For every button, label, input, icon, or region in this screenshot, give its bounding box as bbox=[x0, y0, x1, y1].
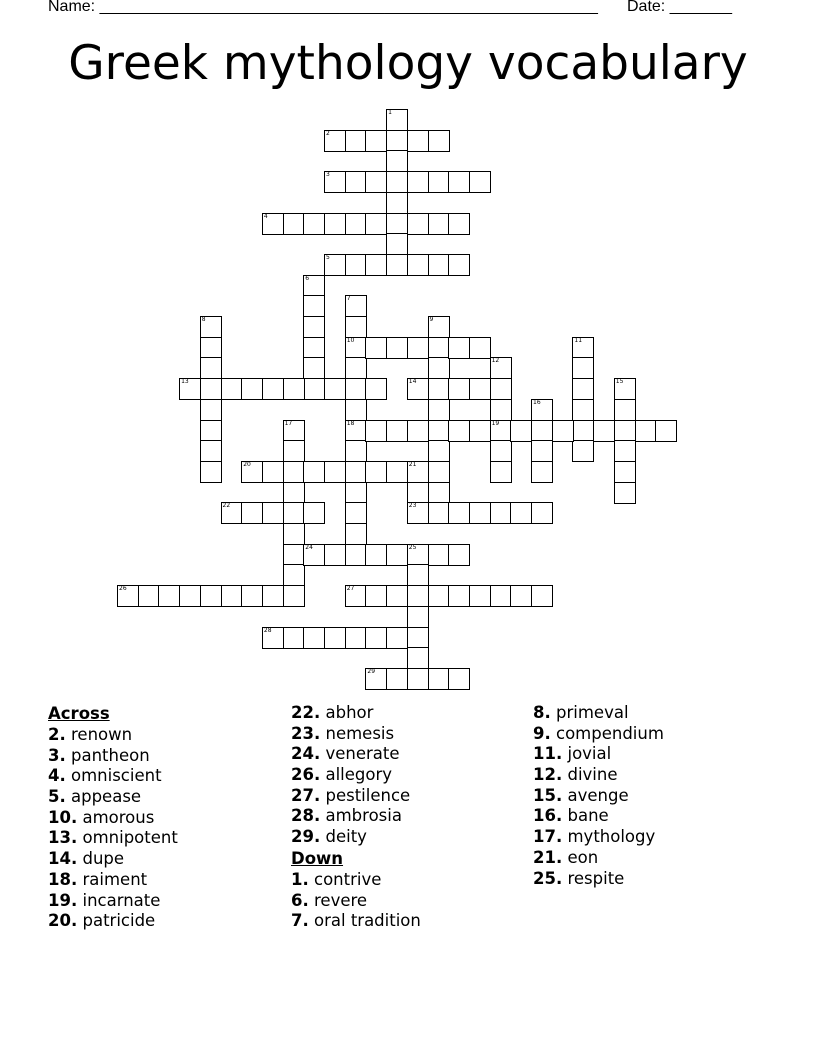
crossword-cell[interactable] bbox=[407, 544, 429, 566]
crossword-cell[interactable] bbox=[179, 378, 201, 400]
clue-across-5: 5. appease bbox=[48, 787, 142, 807]
cell-number: 10 bbox=[346, 336, 355, 344]
crossword-cell[interactable] bbox=[345, 213, 367, 235]
crossword-cell[interactable] bbox=[448, 502, 470, 524]
crossword-cell[interactable] bbox=[428, 337, 450, 359]
crossword-cell[interactable] bbox=[531, 461, 553, 483]
cell-number: 16 bbox=[533, 398, 541, 406]
cell-number: 28 bbox=[263, 626, 272, 634]
crossword-cell[interactable] bbox=[324, 378, 346, 400]
crossword-cell[interactable] bbox=[531, 585, 553, 607]
crossword-cell[interactable] bbox=[200, 420, 222, 442]
crossword-cell[interactable] bbox=[262, 627, 284, 649]
crossword-cell[interactable] bbox=[365, 171, 387, 193]
cell-number: 27 bbox=[346, 585, 355, 593]
crossword-cell[interactable] bbox=[572, 420, 594, 442]
clue-across-18: 18. raiment bbox=[48, 869, 148, 889]
crossword-cell[interactable] bbox=[531, 440, 553, 462]
crossword-cell[interactable] bbox=[200, 357, 222, 379]
crossword-cell[interactable] bbox=[490, 461, 512, 483]
crossword-cell[interactable] bbox=[345, 420, 367, 442]
clue-column-2 bbox=[291, 703, 421, 932]
crossword-cell[interactable] bbox=[200, 461, 222, 483]
crossword-cell[interactable] bbox=[386, 461, 408, 483]
crossword-cell[interactable] bbox=[469, 337, 491, 359]
crossword-cell[interactable] bbox=[407, 213, 429, 235]
crossword-cell[interactable] bbox=[655, 420, 677, 442]
cell-number: 26 bbox=[119, 585, 127, 593]
crossword-cell[interactable] bbox=[283, 502, 305, 524]
cell-number: 23 bbox=[408, 502, 417, 510]
cell-number: 15 bbox=[615, 378, 624, 386]
cell-number: 25 bbox=[408, 543, 417, 551]
crossword-cell[interactable] bbox=[428, 357, 450, 379]
crossword-cell[interactable] bbox=[469, 420, 491, 442]
cell-number: 7 bbox=[346, 295, 351, 303]
crossword-cell[interactable] bbox=[345, 523, 367, 545]
crossword-cell[interactable] bbox=[324, 213, 346, 235]
crossword-cell[interactable] bbox=[428, 254, 450, 276]
crossword-cell[interactable] bbox=[510, 502, 532, 524]
crossword-cell[interactable] bbox=[448, 337, 470, 359]
crossword-cell[interactable] bbox=[490, 502, 512, 524]
crossword-cell[interactable] bbox=[345, 502, 367, 524]
crossword-cell[interactable] bbox=[303, 295, 325, 317]
clue-down-8: 8. primeval bbox=[533, 703, 629, 722]
clue-across-23: 23. nemesis bbox=[291, 723, 395, 743]
crossword-cell[interactable] bbox=[407, 254, 429, 276]
crossword-cell[interactable] bbox=[428, 420, 450, 442]
crossword-cell[interactable] bbox=[490, 585, 512, 607]
clue-across-2: 2. renown bbox=[48, 725, 133, 744]
clue-across-28: 28. ambrosia bbox=[291, 806, 402, 826]
crossword-cell[interactable] bbox=[200, 440, 222, 462]
crossword-cell[interactable] bbox=[614, 399, 636, 421]
crossword-cell[interactable] bbox=[262, 378, 284, 400]
crossword-cell[interactable] bbox=[386, 192, 408, 214]
crossword-cell[interactable] bbox=[614, 440, 636, 462]
clue-across-14: 14. dupe bbox=[48, 849, 125, 869]
crossword-cell[interactable] bbox=[241, 585, 263, 607]
crossword-cell[interactable] bbox=[428, 668, 450, 690]
crossword-cell[interactable] bbox=[407, 502, 429, 524]
crossword-cell[interactable] bbox=[469, 171, 491, 193]
cell-number: 11 bbox=[574, 336, 583, 344]
clue-across-20: 20. patricide bbox=[48, 911, 156, 931]
cell-number: 6 bbox=[305, 274, 310, 282]
crossword-cell[interactable] bbox=[345, 544, 367, 566]
down-heading: Down bbox=[291, 848, 344, 868]
cell-number: 24 bbox=[305, 543, 313, 551]
crossword-cell[interactable] bbox=[448, 544, 470, 566]
cell-number: 9 bbox=[429, 316, 434, 323]
crossword-cell[interactable] bbox=[428, 171, 450, 193]
crossword-cell[interactable] bbox=[345, 378, 367, 400]
clue-down-11: 11. jovial bbox=[533, 744, 612, 764]
clue-across-3: 3. pantheon bbox=[48, 745, 150, 765]
crossword-cell[interactable] bbox=[490, 357, 512, 379]
crossword-cell[interactable] bbox=[428, 316, 450, 338]
crossword-cell[interactable] bbox=[386, 585, 408, 607]
crossword-cell[interactable] bbox=[303, 316, 325, 338]
clue-down-12: 12. divine bbox=[533, 765, 618, 785]
crossword-cell[interactable] bbox=[572, 357, 594, 379]
crossword-cell[interactable] bbox=[200, 378, 222, 400]
crossword-cell[interactable] bbox=[303, 213, 325, 235]
crossword-cell[interactable] bbox=[428, 482, 450, 504]
crossword-cell[interactable] bbox=[407, 564, 429, 586]
crossword-cell[interactable] bbox=[324, 130, 346, 152]
crossword-cell[interactable] bbox=[469, 502, 491, 524]
crossword-cell[interactable] bbox=[552, 420, 574, 442]
crossword-cell[interactable] bbox=[490, 378, 512, 400]
crossword-cell[interactable] bbox=[407, 606, 429, 628]
crossword-cell[interactable] bbox=[614, 420, 636, 442]
crossword-cell[interactable] bbox=[386, 233, 408, 255]
crossword-cell[interactable] bbox=[428, 130, 450, 152]
cell-number: 1 bbox=[388, 109, 392, 116]
cell-number: 2 bbox=[326, 129, 330, 137]
crossword-cell[interactable] bbox=[345, 440, 367, 462]
crossword-cell[interactable] bbox=[365, 544, 387, 566]
crossword-cell[interactable] bbox=[303, 544, 325, 566]
crossword-cell[interactable] bbox=[428, 378, 450, 400]
crossword-cell[interactable] bbox=[345, 254, 367, 276]
crossword-cell[interactable] bbox=[448, 378, 470, 400]
crossword-cell[interactable] bbox=[407, 378, 429, 400]
clue-across-27: 27. pestilence bbox=[291, 785, 411, 805]
crossword-cell[interactable] bbox=[572, 440, 594, 462]
crossword-cell[interactable] bbox=[283, 213, 305, 235]
clue-down-17: 17. mythology bbox=[533, 827, 656, 847]
crossword-cell[interactable] bbox=[345, 130, 367, 152]
crossword-cell[interactable] bbox=[386, 130, 408, 152]
crossword-cell[interactable] bbox=[221, 585, 243, 607]
crossword-cell[interactable] bbox=[283, 627, 305, 649]
crossword-cell[interactable] bbox=[283, 564, 305, 586]
crossword-cell[interactable] bbox=[200, 337, 222, 359]
crossword-cell[interactable] bbox=[490, 399, 512, 421]
clue-across-26: 26. allegory bbox=[291, 765, 393, 785]
crossword-cell[interactable] bbox=[303, 461, 325, 483]
crossword-cell[interactable] bbox=[283, 461, 305, 483]
crossword-cell[interactable] bbox=[407, 461, 429, 483]
cell-number: 14 bbox=[408, 378, 417, 386]
crossword-cell[interactable] bbox=[407, 171, 429, 193]
crossword-cell[interactable] bbox=[345, 357, 367, 379]
crossword-cell[interactable] bbox=[386, 668, 408, 690]
crossword-cell[interactable] bbox=[283, 523, 305, 545]
clue-across-29: 29. deity bbox=[291, 827, 367, 847]
crossword-cell[interactable] bbox=[303, 275, 325, 297]
crossword-cell[interactable] bbox=[510, 585, 532, 607]
crossword-cell[interactable] bbox=[490, 440, 512, 462]
crossword-cell[interactable] bbox=[407, 482, 429, 504]
clue-across-19: 19. incarnate bbox=[48, 890, 161, 910]
crossword-cell[interactable] bbox=[345, 171, 367, 193]
crossword-cell[interactable] bbox=[221, 502, 243, 524]
cell-number: 13 bbox=[181, 378, 189, 386]
crossword-cell[interactable] bbox=[283, 440, 305, 462]
crossword-cell[interactable] bbox=[448, 213, 470, 235]
crossword-cell[interactable] bbox=[510, 420, 532, 442]
clue-down-1: 1. contrive bbox=[291, 869, 382, 889]
crossword-cell[interactable] bbox=[531, 399, 553, 421]
crossword-cell[interactable] bbox=[428, 502, 450, 524]
crossword-cell[interactable] bbox=[303, 378, 325, 400]
clue-down-16: 16. bane bbox=[533, 806, 609, 826]
crossword-cell[interactable] bbox=[365, 337, 387, 359]
crossword-cell[interactable] bbox=[407, 130, 429, 152]
cell-number: 29 bbox=[367, 667, 376, 675]
crossword-cell[interactable] bbox=[117, 585, 139, 607]
crossword-cell[interactable] bbox=[428, 585, 450, 607]
crossword-cell[interactable] bbox=[469, 378, 491, 400]
cell-number: 4 bbox=[263, 212, 268, 220]
crossword-cell[interactable] bbox=[572, 337, 594, 359]
clue-column-1 bbox=[48, 703, 178, 932]
clue-down-25: 25. respite bbox=[533, 868, 625, 888]
crossword-cell[interactable] bbox=[241, 378, 263, 400]
crossword-cell[interactable] bbox=[407, 420, 429, 442]
clue-across-24: 24. venerate bbox=[291, 744, 400, 764]
cell-number: 19 bbox=[491, 419, 500, 427]
crossword-cell[interactable] bbox=[345, 337, 367, 359]
crossword-cell[interactable] bbox=[158, 585, 180, 607]
crossword-cell[interactable] bbox=[386, 213, 408, 235]
crossword-cell[interactable] bbox=[365, 627, 387, 649]
clue-down-9: 9. compendium bbox=[533, 723, 664, 743]
cell-number: 22 bbox=[222, 502, 231, 510]
crossword-cell[interactable] bbox=[428, 213, 450, 235]
crossword-cell[interactable] bbox=[241, 502, 263, 524]
crossword-cell[interactable] bbox=[345, 627, 367, 649]
crossword-cell[interactable] bbox=[324, 171, 346, 193]
crossword-cell[interactable] bbox=[386, 627, 408, 649]
crossword-cell[interactable] bbox=[262, 461, 284, 483]
crossword-cell[interactable] bbox=[200, 399, 222, 421]
crossword-cell[interactable] bbox=[345, 316, 367, 338]
crossword-cell[interactable] bbox=[448, 420, 470, 442]
clue-across-22: 22. abhor bbox=[291, 703, 374, 722]
crossword-cell[interactable] bbox=[262, 502, 284, 524]
cell-number: 3 bbox=[326, 171, 330, 179]
crossword-cell[interactable] bbox=[593, 420, 615, 442]
crossword-cell[interactable] bbox=[386, 109, 408, 131]
crossword-cell[interactable] bbox=[365, 213, 387, 235]
crossword-cell[interactable] bbox=[386, 337, 408, 359]
crossword-cell[interactable] bbox=[324, 544, 346, 566]
crossword-cell[interactable] bbox=[262, 213, 284, 235]
name-field-label: Name: ________________________________________________________ bbox=[48, 0, 598, 15]
crossword-cell[interactable] bbox=[407, 647, 429, 669]
crossword-cell[interactable] bbox=[283, 482, 305, 504]
crossword-cell[interactable] bbox=[283, 378, 305, 400]
crossword-cell[interactable] bbox=[448, 585, 470, 607]
crossword-cell[interactable] bbox=[241, 461, 263, 483]
crossword-cell[interactable] bbox=[365, 668, 387, 690]
cell-number: 20 bbox=[243, 460, 251, 468]
crossword-cell[interactable] bbox=[345, 399, 367, 421]
crossword-cell[interactable] bbox=[303, 337, 325, 359]
crossword-cell[interactable] bbox=[386, 254, 408, 276]
crossword-cell[interactable] bbox=[283, 585, 305, 607]
crossword-cell[interactable] bbox=[324, 254, 346, 276]
cell-number: 8 bbox=[201, 316, 206, 323]
crossword-cell[interactable] bbox=[365, 130, 387, 152]
crossword-cell[interactable] bbox=[407, 668, 429, 690]
crossword-cell[interactable] bbox=[365, 254, 387, 276]
crossword-cell[interactable] bbox=[428, 461, 450, 483]
crossword-cell[interactable] bbox=[386, 420, 408, 442]
crossword-cell[interactable] bbox=[407, 585, 429, 607]
clue-across-4: 4. omniscient bbox=[48, 766, 162, 786]
clue-down-15: 15. avenge bbox=[533, 785, 629, 805]
crossword-cell[interactable] bbox=[345, 482, 367, 504]
page-title: Greek mythology vocabulary bbox=[68, 36, 748, 91]
crossword-cell[interactable] bbox=[428, 440, 450, 462]
crossword-cell[interactable] bbox=[386, 150, 408, 172]
crossword-cell[interactable] bbox=[407, 627, 429, 649]
clue-down-21: 21. eon bbox=[533, 847, 599, 867]
clue-down-6: 6. revere bbox=[291, 890, 368, 910]
clue-across-13: 13. omnipotent bbox=[48, 828, 178, 848]
cell-number: 17 bbox=[284, 419, 293, 427]
crossword-cell[interactable] bbox=[386, 544, 408, 566]
crossword-cell[interactable] bbox=[365, 420, 387, 442]
cell-number: 18 bbox=[346, 419, 355, 427]
crossword-cell[interactable] bbox=[179, 585, 201, 607]
crossword-cell[interactable] bbox=[572, 378, 594, 400]
crossword-cell[interactable] bbox=[365, 585, 387, 607]
crossword-cell[interactable] bbox=[345, 295, 367, 317]
crossword-cell[interactable] bbox=[448, 254, 470, 276]
crossword-cell[interactable] bbox=[262, 585, 284, 607]
crossword-cell[interactable] bbox=[614, 482, 636, 504]
cell-number: 5 bbox=[326, 253, 330, 261]
crossword-cell[interactable] bbox=[531, 502, 553, 524]
crossword-cell[interactable] bbox=[303, 357, 325, 379]
crossword-cell[interactable] bbox=[365, 378, 387, 400]
crossword-cell[interactable] bbox=[303, 502, 325, 524]
crossword-cell[interactable] bbox=[200, 316, 222, 338]
crossword-cell[interactable] bbox=[448, 171, 470, 193]
crossword-cell[interactable] bbox=[428, 544, 450, 566]
crossword-cell[interactable] bbox=[345, 461, 367, 483]
crossword-cell[interactable] bbox=[614, 378, 636, 400]
crossword-cell[interactable] bbox=[303, 627, 325, 649]
clue-across-10: 10. amorous bbox=[48, 807, 155, 827]
crossword-cell[interactable] bbox=[469, 585, 491, 607]
crossword-cell[interactable] bbox=[200, 585, 222, 607]
crossword-cell[interactable] bbox=[345, 585, 367, 607]
crossword-cell[interactable] bbox=[324, 461, 346, 483]
crossword-cell[interactable] bbox=[283, 544, 305, 566]
crossword-cell[interactable] bbox=[283, 420, 305, 442]
crossword-cell[interactable] bbox=[614, 461, 636, 483]
crossword-cell[interactable] bbox=[365, 461, 387, 483]
crossword-cell[interactable] bbox=[138, 585, 160, 607]
crossword-cell[interactable] bbox=[490, 420, 512, 442]
date-field-label: Date: _______ bbox=[627, 0, 732, 15]
crossword-cell[interactable] bbox=[572, 399, 594, 421]
cell-number: 21 bbox=[408, 460, 417, 468]
cell-number: 12 bbox=[491, 357, 500, 365]
crossword-cell[interactable] bbox=[428, 399, 450, 421]
across-heading: Across bbox=[48, 704, 110, 723]
crossword-cell[interactable] bbox=[448, 668, 470, 690]
crossword-cell[interactable] bbox=[386, 171, 408, 193]
crossword-cell[interactable] bbox=[324, 627, 346, 649]
crossword-cell[interactable] bbox=[635, 420, 657, 442]
clue-column-3 bbox=[533, 703, 664, 889]
crossword-cell[interactable] bbox=[221, 378, 243, 400]
clue-down-7: 7. oral tradition bbox=[291, 911, 421, 931]
crossword-cell[interactable] bbox=[531, 420, 553, 442]
crossword-cell[interactable] bbox=[407, 337, 429, 359]
